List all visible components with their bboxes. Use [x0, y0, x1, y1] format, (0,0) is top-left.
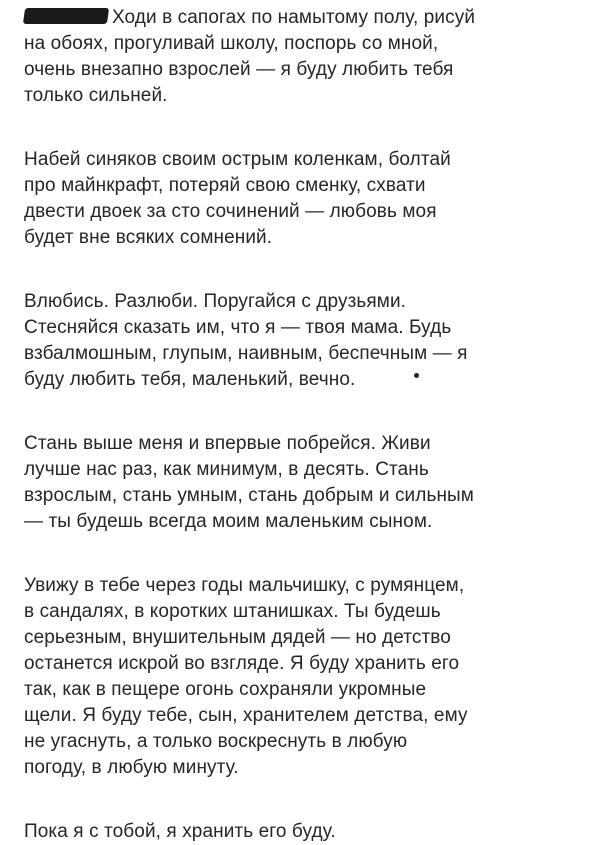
text-line: Стесняйся сказать им, что я — твоя мама. Будь	[24, 317, 452, 338]
paragraph-gap	[24, 251, 584, 289]
text-line: Пока я с тобой, я хранить его буду.	[24, 821, 336, 842]
text-line: Увижу в тебе через годы мальчишку, с румянцем,	[24, 575, 465, 596]
paragraph-gap	[24, 781, 584, 819]
text-line: останется искрой во взгляде. Я буду хранить его	[24, 653, 460, 674]
text-line: буду любить тебя, маленький, вечно.	[24, 369, 356, 390]
text-line: серьезным, внушительным дядей — но детство	[24, 627, 451, 648]
poem-text	[24, 5, 584, 845]
paragraph-gap	[24, 535, 584, 573]
text-line: погоду, в любую минуту.	[24, 757, 239, 778]
redacted-name-mark	[23, 8, 109, 24]
paragraph-gap	[24, 393, 584, 431]
text-line: взрослым, стань умным, стань добрым и сильным	[24, 485, 474, 506]
text-line: будет вне всяких сомнений.	[24, 227, 273, 248]
stray-dot-mark	[414, 373, 419, 378]
paragraph-5	[24, 573, 584, 781]
text-line: очень внезапно взрослей — я буду любить тебя	[24, 59, 454, 80]
text-line: взбалмошным, глупым, наивным, беспечным — я	[24, 343, 468, 364]
paragraph-3	[24, 289, 584, 393]
text-line: не угаснуть, а только воскреснуть в любую	[24, 731, 408, 752]
text-line: только сильней.	[24, 85, 168, 106]
text-line: Ходи в сапогах по намытому полу, рисуй	[24, 5, 584, 31]
text-line: щели. Я буду тебе, сын, хранителем детства, ему	[24, 705, 468, 726]
text-line: Стань выше меня и впервые побрейся. Живи	[24, 433, 431, 454]
text-line: про майнкрафт, потеряй свою сменку, схвати	[24, 175, 426, 196]
text-line: Набей синяков своим острым коленкам, болтай	[24, 149, 451, 170]
text-line: лучше нас раз, как минимум, в десять. Стань	[24, 459, 429, 480]
paragraph-2	[24, 147, 584, 251]
paragraph-1	[24, 5, 584, 109]
paragraph-4	[24, 431, 584, 535]
paragraph-gap	[24, 109, 584, 147]
text-line: двести двоек за сто сочинений — любовь моя	[24, 201, 437, 222]
text-line: Влюбись. Разлюби. Поругайся с друзьями.	[24, 291, 407, 312]
text-line: — ты будешь всегда моим маленьким сыном.	[24, 511, 433, 532]
paragraph-6	[24, 819, 584, 845]
text-line: на обоях, прогуливай школу, поспорь со мной,	[24, 33, 439, 54]
text-line: так, как в пещере огонь сохраняли укромные	[24, 679, 427, 700]
text-line: в сандалях, в коротких штанишках. Ты будешь	[24, 601, 441, 622]
